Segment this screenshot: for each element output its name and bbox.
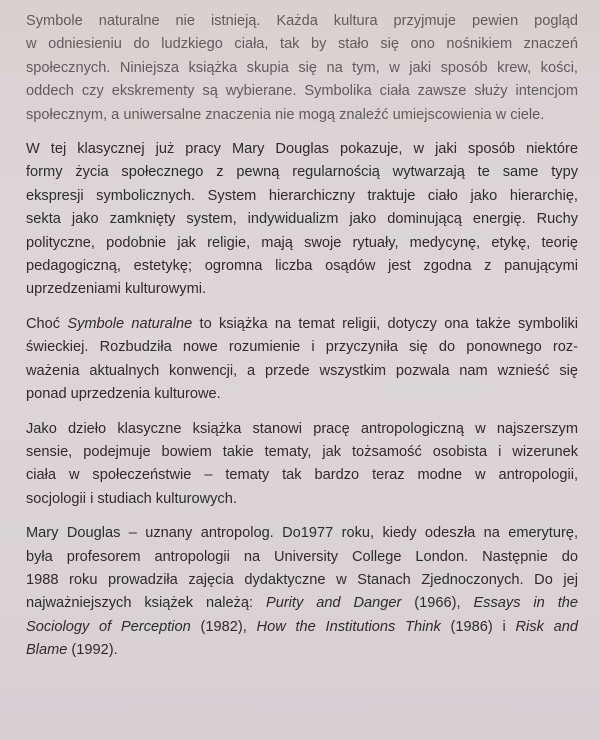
text-line: świeckiej. Rozbudziła nowe rozumienie i przyczyniła się do ponownego roz- bbox=[26, 339, 578, 356]
text-line: Jako dzieło klasyczne książka stanowi pracę antropologiczną w najszerszym bbox=[26, 420, 578, 437]
text-line: w odniesieniu do ludzkiego ciała, tak by stało się ono nośnikiem znaczeń bbox=[26, 36, 578, 53]
book-title: Risk and bbox=[515, 618, 579, 635]
text-line: polityczne, podobnie jak religie, mają swoje rytuały, medycynę, etykę, teorię bbox=[26, 234, 578, 251]
book-title: Purity and Danger bbox=[265, 595, 402, 612]
text-line: była profesorem antropologii na University College London. Następnie do bbox=[26, 548, 578, 565]
text-line: uprzedzeniami kulturowymi. bbox=[26, 281, 207, 298]
text-line: oddech czy ekskrementy są wybierane. Symbolika ciała zawsze służy intencjom bbox=[26, 83, 578, 100]
paragraph-religion bbox=[26, 313, 578, 407]
text-line: Sociology of Perception (1982), How the Institutions Think (1986) i Risk and bbox=[26, 618, 579, 635]
book-title: Blame bbox=[26, 642, 68, 659]
paragraph-anthropology bbox=[26, 418, 578, 512]
text-line: 1988 roku prowadziła zajęcia dydaktyczne w Stanach Zjednoczonych. Do jej bbox=[26, 571, 578, 588]
text-line: Mary Douglas – uznany antropolog. Do1977 roku, kiedy odeszła na emeryturę, bbox=[26, 525, 578, 542]
book-title: How the Institutions Think bbox=[256, 618, 441, 635]
text-line: społecznych. Niniejsza książka skupia się na tym, w jaki sposób krew, kości, bbox=[26, 59, 578, 76]
text-line: sekta jako zamknięty system, indywidualizm jako dominującą energię. Ruchy bbox=[26, 211, 578, 228]
text-line: W tej klasycznej już pracy Mary Douglas pokazuje, w jaki sposób niektóre bbox=[26, 141, 578, 158]
text-line: ekspresji symbolicznych. System hierarchiczny traktuje ciało jako hierarchię, bbox=[26, 187, 578, 204]
text-line: socjologii i studiach kulturowych. bbox=[26, 490, 237, 507]
text-line: ciała w społeczeństwie – tematy tak bardzo teraz modne w antropologii, bbox=[26, 467, 578, 484]
book-title: Essays in the bbox=[473, 595, 578, 612]
book-title: Symbole naturalne bbox=[67, 315, 193, 332]
text-line: Blame (1992). bbox=[26, 642, 118, 659]
text-line: ponad uprzedzenia kulturowe. bbox=[26, 386, 221, 403]
paragraph-classic-work bbox=[26, 138, 578, 302]
text-line: ważenia aktualnych konwencji, a przede wszystkim pozwala nam wznieść się bbox=[26, 362, 578, 379]
text-line: społecznym, a uniwersalne znaczenia nie mogą znaleźć umiejscowienia w ciele. bbox=[26, 106, 545, 123]
text-line: najważniejszych książek należą: Purity and Danger (1966), Essays in the bbox=[26, 595, 578, 612]
text-line: Symbole naturalne nie istnieją. Każda kultura przyjmuje pewien pogląd bbox=[26, 13, 578, 29]
text-line: Choć Symbole naturalne to książka na temat religii, dotyczy ona także symboliki bbox=[26, 315, 579, 332]
book-title: Sociology of Perception bbox=[26, 618, 191, 635]
paragraph-intro bbox=[26, 10, 578, 127]
text-line: sensie, podejmuje bowiem takie tematy, jak tożsamość osobista i wizerunek bbox=[26, 443, 578, 460]
paragraph-author-bio bbox=[26, 522, 578, 662]
text-line: formy życia społecznego z pewną regularnością wytwarzają te same typy bbox=[26, 164, 578, 181]
text-line: pedagogiczną, estetykę; ogromna liczba osądów jest zgodna z panującymi bbox=[26, 258, 578, 275]
